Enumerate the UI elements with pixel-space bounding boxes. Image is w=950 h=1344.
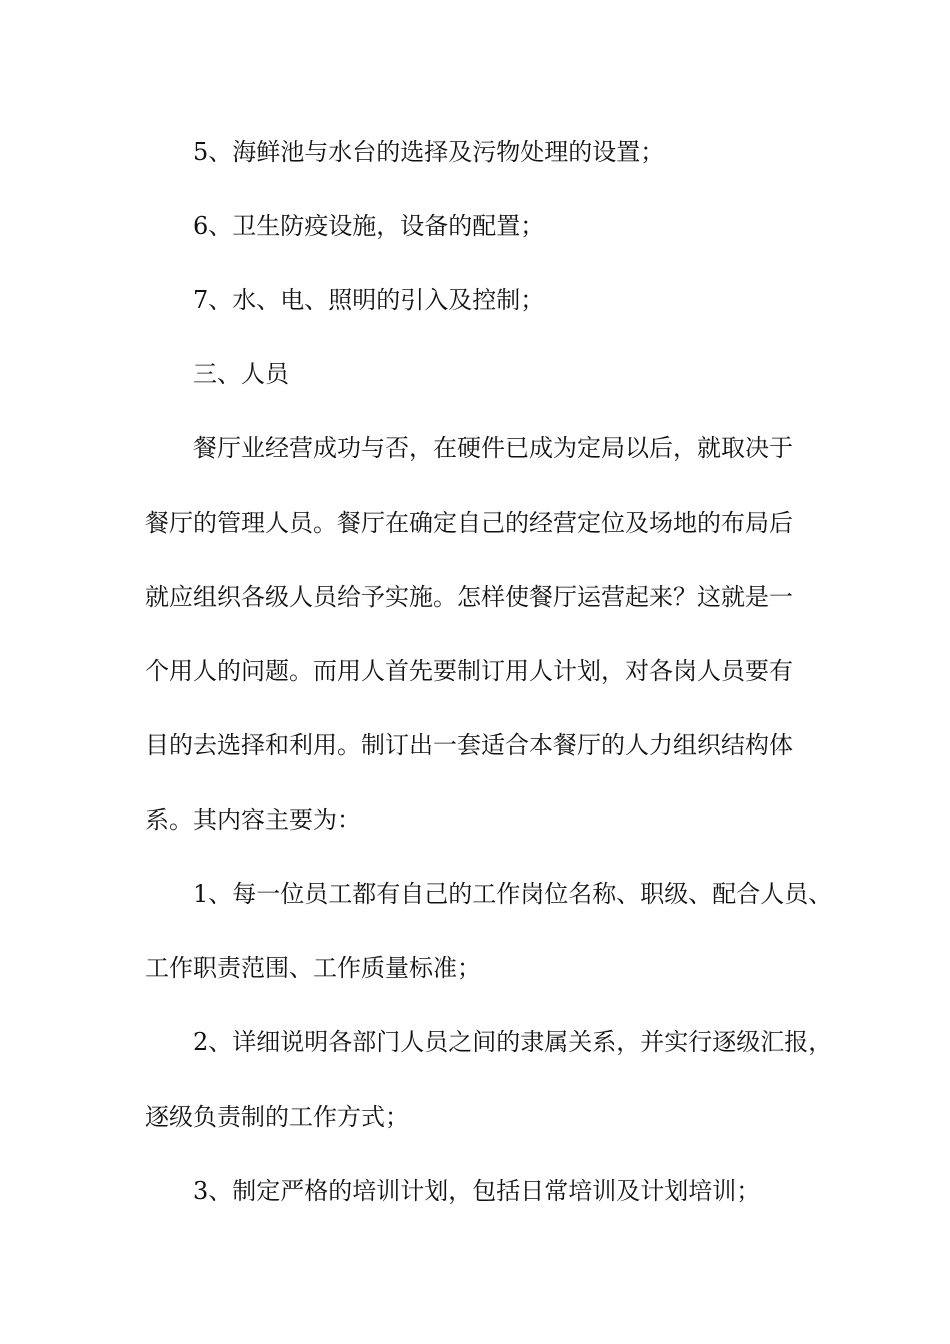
list-item-2-line-1: 2、详细说明各部门人员之间的隶属关系，并实行逐级汇报， (193, 1028, 833, 1056)
list-item-7: 7、水、电、照明的引入及控制； (193, 286, 545, 314)
list-item-5: 5、海鲜池与水台的选择及污物处理的设置； (193, 138, 665, 166)
paragraph-line-5: 目的去选择和利用。制订出一套适合本餐厅的人力组织结构体 (145, 731, 793, 759)
list-item-1-line-2: 工作职责范围、工作质量标准； (145, 954, 481, 982)
list-item-6: 6、卫生防疫设施，设备的配置； (193, 212, 545, 240)
paragraph-line-1: 餐厅业经营成功与否，在硬件已成为定局以后，就取决于 (193, 434, 793, 462)
paragraph-line-4: 个用人的问题。而用人首先要制订用人计划，对各岗人员要有 (145, 657, 793, 685)
paragraph-line-2: 餐厅的管理人员。餐厅在确定自己的经营定位及场地的布局后 (145, 509, 793, 537)
list-item-1-line-1: 1、每一位员工都有自己的工作岗位名称、职级、配合人员、 (193, 880, 833, 908)
list-item-2-line-2: 逐级负责制的工作方式； (145, 1103, 409, 1131)
section-heading-personnel: 三、人员 (193, 360, 289, 388)
paragraph-line-3: 就应组织各级人员给予实施。怎样使餐厅运营起来？这就是一 (145, 583, 793, 611)
list-item-3: 3、制定严格的培训计划，包括日常培训及计划培训； (193, 1177, 761, 1205)
paragraph-line-6: 系。其内容主要为： (145, 806, 361, 834)
